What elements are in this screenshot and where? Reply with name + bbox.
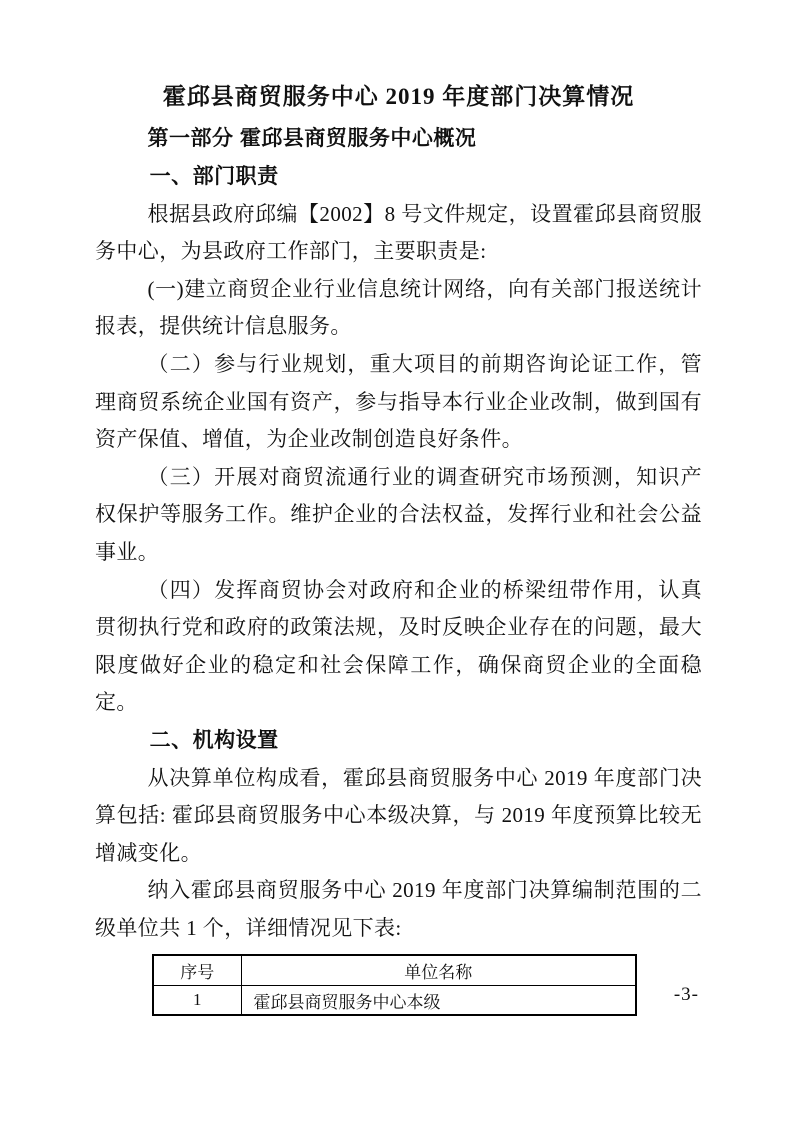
part-heading: 第一部分 霍邱县商贸服务中心概况: [147, 127, 477, 150]
document-title: 霍邱县商贸服务中心 2019 年度部门决算情况: [162, 84, 635, 109]
table-header-row: [153, 955, 636, 985]
paragraph-org-composition: 从决算单位构成看，霍邱县商贸服务中心 2019 年度部门决算包括: 霍邱县商贸服务中心本级决算，与 2019 年度预算比较无增减变化。: [95, 765, 702, 865]
section-heading-organization: 二、机构设置: [149, 728, 279, 752]
table-cell-unit-name: 霍邱县商贸服务中心本级: [241, 985, 636, 1015]
table-header-unit-name: 单位名称: [241, 955, 636, 985]
table-cell-index: 1: [153, 985, 241, 1015]
paragraph-duty-4: （四）发挥商贸协会对政府和企业的桥梁纽带作用，认真贯彻执行党和政府的政策法规，及时反映企业存在的问题，最大限度做好企业的稳定和社会保障工作，确保商贸企业的全面稳定。: [95, 577, 702, 715]
paragraph-duty-1: (一)建立商贸企业行业信息统计网络，向有关部门报送统计报表，提供统计信息服务。: [95, 276, 702, 339]
paragraph-duty-3: （三）开展对商贸流通行业的调查研究市场预测，知识产权保护等服务工作。维护企业的合法权益，发挥行业和社会公益事业。: [95, 464, 702, 564]
document-page: [95, 80, 702, 1016]
paragraph-duties-intro: 根据县政府邱编【2002】8 号文件规定，设置霍邱县商贸服务中心，为县政府工作部门，主要职责是:: [95, 201, 702, 264]
table-header-index: 序号: [153, 955, 241, 985]
table-row: [153, 985, 636, 1015]
section-heading-duties: 一、部门职责: [149, 165, 279, 188]
paragraph-org-units: 纳入霍邱县商贸服务中心 2019 年度部门决算编制范围的二级单位共 1 个，详细情况见下表:: [95, 878, 702, 940]
page-number: -3-: [673, 984, 699, 1005]
unit-list-table: [152, 954, 637, 1016]
paragraph-duty-2: （二）参与行业规划，重大项目的前期咨询论证工作，管理商贸系统企业国有资产，参与指导本行业企业改制，做到国有资产保值、增值，为企业改制创造良好条件。: [95, 351, 702, 452]
